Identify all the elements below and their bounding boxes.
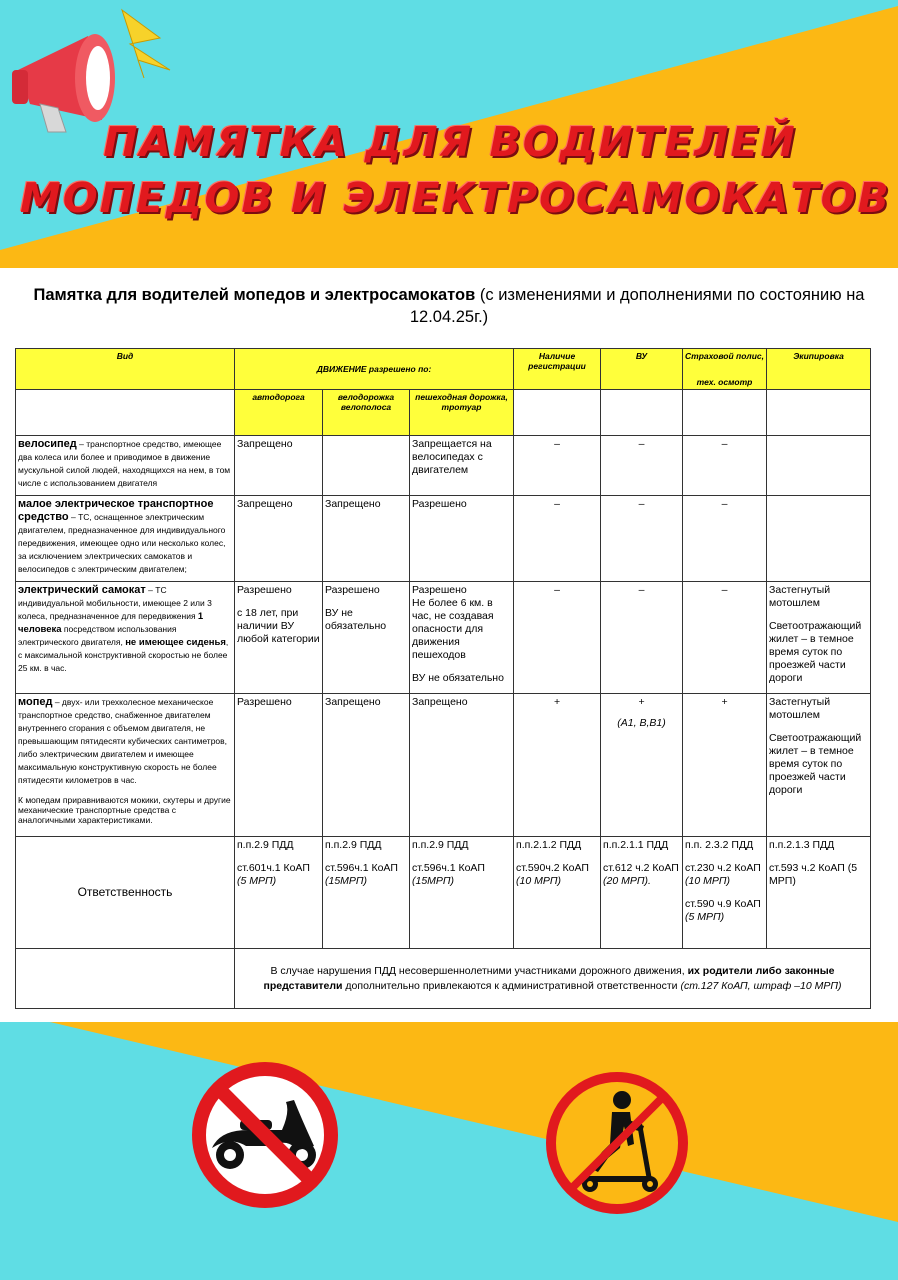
table-row: [16, 436, 871, 496]
vid-name: мопед: [18, 696, 53, 708]
sidewalk-cell: [410, 582, 514, 694]
bikepath-status: Разрешено: [325, 584, 380, 596]
no-scooter-icon: [542, 1068, 692, 1218]
penalty-article: ст.596ч.1 КоАП: [325, 862, 398, 874]
penalty-amount: (10 МРП): [685, 875, 730, 887]
banner-title-line2: МОПЕДОВ И ЭЛЕКТРОСАМОКАТОВ: [20, 174, 891, 222]
responsibility-row: [16, 837, 871, 949]
header-empty-cell: [683, 390, 767, 436]
footnote-empty-cell: [16, 949, 235, 1009]
no-moped-icon: [190, 1060, 340, 1210]
vid-cell: [16, 436, 235, 496]
sidewalk-cell: Запрещается на велосипедах с двигателем: [410, 436, 514, 496]
footnote-text: дополнительно привлекаются к административной ответственности: [342, 979, 681, 992]
vid-desc-bold: не имеющее сиденья: [125, 637, 226, 648]
header-row-2: [16, 390, 871, 436]
header-sidewalk: пешеходная дорожка, тротуар: [410, 390, 514, 436]
megaphone-icon: [10, 8, 175, 133]
road-status: Разрешено: [237, 584, 292, 596]
sidewalk-responsibility: [410, 837, 514, 949]
vid-desc: – двух- или трехколесное механическое транспортное средство, снабженное двигателем внутреннего сгорания с объемом двигателя, не превышающим пятидесяти кубических сантиметров, либо электрическим двигателем и имеющее максимальную конструктивную скорость не более пятидесяти километров в час.: [18, 697, 228, 785]
license-responsibility: [601, 837, 683, 949]
bikepath-cell: [323, 582, 410, 694]
vid-name: электрический самокат: [18, 584, 146, 596]
insurance-responsibility: [683, 837, 767, 949]
rule-ref: п.п.2.9 ПДД: [325, 839, 382, 851]
insurance-cell: –: [683, 496, 767, 582]
table-row: [16, 496, 871, 582]
sidewalk-license-note: ВУ не обязательно: [412, 672, 504, 684]
license-cell: [601, 694, 683, 837]
vid-name: малое электрическое транспортное средство: [18, 498, 214, 523]
vid-desc: посредством использования электрического двигателя,: [18, 624, 177, 647]
penalty-amount: (5 МРП): [237, 875, 277, 887]
penalty-article: ст.612 ч.2 КоАП: [603, 862, 679, 874]
equipment-responsibility: [767, 837, 871, 949]
footnote-penalty: (ст.127 КоАП, штраф –10 МРП): [680, 979, 842, 992]
vid-desc: – ТС, оснащенное электрическим двигателем, предназначенное для индивидуального передвижения, имеющее одно или несколько колес, за исключением электрических самокатов и велосипедов с электрическим двигателем;: [18, 512, 226, 574]
equipment-cell: [767, 496, 871, 582]
header-road: автодорога: [235, 390, 323, 436]
vid-cell: [16, 496, 235, 582]
penalty-amount: (10 МРП): [516, 875, 561, 887]
vid-desc: , с максимальной конструктивной скоростью не более 25 км. в час.: [18, 637, 229, 673]
document-title: [18, 284, 880, 328]
header-row-1: [16, 349, 871, 390]
responsibility-label: Ответственность: [16, 837, 235, 949]
sidewalk-condition: Не более 6 км. в час, не создавая опасности для движения пешеходов: [412, 597, 494, 661]
sidewalk-cell: Запрещено: [410, 694, 514, 837]
header-bikepath: велодорожка велополоса: [323, 390, 410, 436]
bottom-banner-background: [0, 1022, 898, 1280]
header-empty-cell: [601, 390, 683, 436]
insurance-cell: +: [683, 694, 767, 837]
rule-ref: п.п.2.9 ПДД: [412, 839, 469, 851]
vid-desc: – транспортное средство, имеющее два колеса или более и приводимое в движение мускульной силой людей, находящихся на нем, в том числе с использованием двигателя: [18, 439, 231, 488]
header-equipment: Экипировка: [767, 349, 871, 390]
footnote-emphasis: их родители либо законные представители: [263, 964, 835, 992]
insurance-cell: –: [683, 436, 767, 496]
penalty-article: ст.596ч.1 КоАП: [412, 862, 485, 874]
header-empty-cell: [16, 390, 235, 436]
header-empty-cell: [767, 390, 871, 436]
vid-desc-bold: 1 человека: [18, 611, 204, 635]
header-movement: [235, 349, 514, 390]
license-cell: –: [601, 436, 683, 496]
road-cell: [235, 582, 323, 694]
equipment-cell: [767, 694, 871, 837]
road-condition: с 18 лет, при наличии ВУ любой категории: [237, 607, 320, 645]
penalty-amount: (5 МРП): [685, 911, 725, 923]
registration-cell: –: [514, 496, 601, 582]
equipment-helmet: Застегнутый мотошлем: [769, 584, 831, 609]
penalty-article: ст.590ч.2 КоАП: [516, 862, 589, 874]
penalty-article: ст.601ч.1 КоАП: [237, 862, 310, 874]
license-cell: –: [601, 582, 683, 694]
license-cell: –: [601, 496, 683, 582]
sidewalk-status: Разрешено: [412, 584, 467, 596]
registration-cell: –: [514, 582, 601, 694]
header-movement-label: ДВИЖЕНИЕ разрешено по:: [316, 364, 432, 374]
table-row: [16, 582, 871, 694]
registration-responsibility: [514, 837, 601, 949]
license-required: +: [638, 696, 645, 708]
bikepath-responsibility: [323, 837, 410, 949]
vid-name: велосипед: [18, 438, 77, 450]
penalty-article: ст.593 ч.2 КоАП (5 МРП): [769, 862, 858, 887]
penalty-article: ст.590 ч.9 КоАП: [685, 898, 761, 910]
vid-desc-extra: К мопедам приравниваются мокики, скутеры и другие механические транспортные средства с аналогичными характеристиками.: [18, 795, 231, 825]
penalty-amount: (15МРП): [325, 875, 368, 887]
header-insurance-line1: Страховой полис,: [685, 351, 764, 361]
footnote-text: В случае нарушения ПДД несовершеннолетними участниками дорожного движения,: [270, 964, 688, 977]
header-insurance-line2: тех. осмотр: [696, 377, 753, 387]
footnote: [235, 949, 871, 1009]
insurance-cell: –: [683, 582, 767, 694]
license-categories: (А1, В,В1): [617, 717, 666, 729]
header-insurance: [683, 349, 767, 390]
equipment-vest: Светоотражающий жилет – в темное время суток по проезжей части дороги: [769, 732, 862, 796]
bikepath-cell: Запрещено: [323, 496, 410, 582]
rule-ref: п.п.2.1.1 ПДД: [603, 839, 669, 851]
equipment-cell: [767, 582, 871, 694]
footnote-row: [16, 949, 871, 1009]
header-empty-cell: [514, 390, 601, 436]
rules-table: [15, 348, 871, 1009]
equipment-vest: Светоотражающий жилет – в темное время суток по проезжей части дороги: [769, 620, 862, 684]
rule-ref: п.п.2.1.2 ПДД: [516, 839, 582, 851]
vid-cell: [16, 582, 235, 694]
vid-desc: – ТС индивидуальной мобильности, имеющее 2 или 3 колеса, предназначенное для передвижения: [18, 585, 212, 621]
sidewalk-cell: Разрешено: [410, 496, 514, 582]
banner-title-line1: ПАМЯТКА ДЛЯ ВОДИТЕЛЕЙ: [103, 118, 797, 166]
document-title-note: (с изменениями и дополнениями по состоянию на 12.04.25г.): [409, 286, 865, 326]
table-row: [16, 694, 871, 837]
registration-cell: +: [514, 694, 601, 837]
penalty-amount: (20 МРП).: [603, 875, 651, 887]
penalty-amount: (15МРП): [412, 875, 455, 887]
rule-ref: п.п. 2.3.2 ПДД: [685, 839, 754, 851]
equipment-helmet: Застегнутый мотошлем: [769, 696, 831, 721]
road-cell: Разрешено: [235, 694, 323, 837]
equipment-cell: [767, 436, 871, 496]
road-responsibility: [235, 837, 323, 949]
vid-cell: [16, 694, 235, 837]
registration-cell: –: [514, 436, 601, 496]
rule-ref: п.п.2.9 ПДД: [237, 839, 294, 851]
road-cell: Запрещено: [235, 496, 323, 582]
rule-ref: п.п.2.1.3 ПДД: [769, 839, 835, 851]
bikepath-condition: ВУ не обязательно: [325, 607, 387, 632]
header-registration: Наличие регистрации: [514, 349, 601, 390]
bikepath-cell: Запрещено: [323, 694, 410, 837]
header-vid: Вид: [16, 349, 235, 390]
header-license: ВУ: [601, 349, 683, 390]
penalty-article: ст.230 ч.2 КоАП: [685, 862, 761, 874]
document-title-main: Памятка для водителей мопедов и электросамокатов: [33, 286, 476, 304]
road-cell: Запрещено: [235, 436, 323, 496]
bikepath-cell: [323, 436, 410, 496]
